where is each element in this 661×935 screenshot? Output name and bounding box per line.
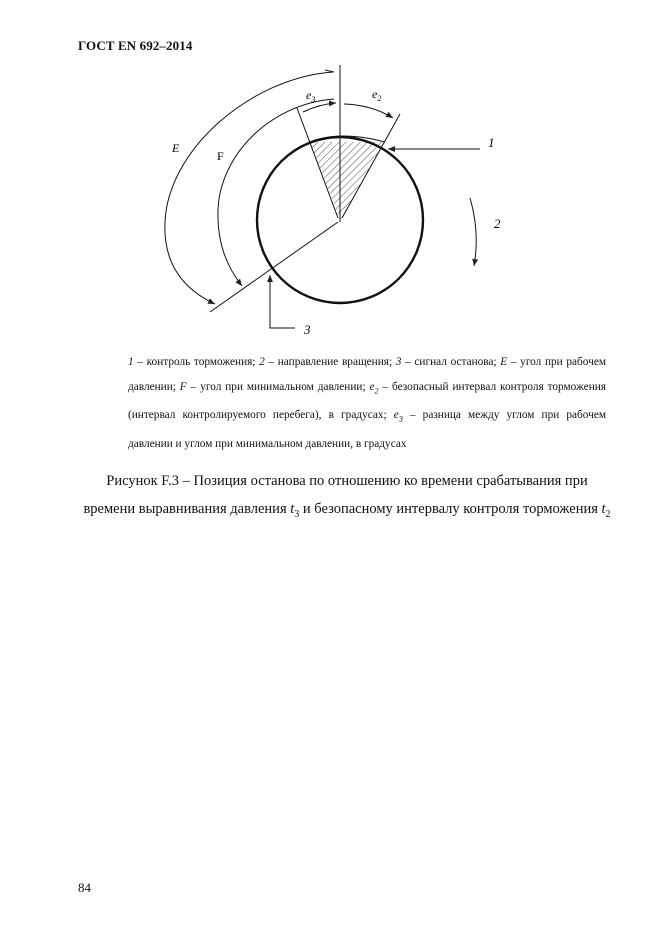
E-angle-arc bbox=[165, 72, 333, 304]
e3-angle-arc bbox=[303, 103, 336, 112]
stop-signal-line bbox=[210, 222, 338, 312]
label-callout-2: 2 bbox=[494, 216, 501, 231]
label-E: E bbox=[172, 141, 180, 155]
figure-caption: Рисунок F.3 – Позиция останова по отношению ко времени срабатывания при времени выравнивания давления $t_3$ и безопасному интервалу контроля торможения $t_2$ bbox=[83, 473, 611, 520]
document-header: ГОСТ EN 692–2014 bbox=[78, 38, 193, 53]
label-callout-3: 3 bbox=[304, 322, 311, 337]
label-F: F bbox=[217, 149, 224, 163]
label-callout-1: 1 bbox=[488, 135, 495, 150]
e2-angle-arc bbox=[344, 104, 393, 118]
rotation-direction-arrow bbox=[470, 198, 476, 266]
label-e2: $e_2$ bbox=[372, 87, 382, 103]
callout-3-leader bbox=[270, 275, 295, 328]
figure-legend bbox=[84, 350, 606, 457]
label-e3: $e_3$ bbox=[306, 88, 316, 104]
F-angle-arc bbox=[218, 99, 334, 286]
legend-text: 1 – контроль торможения; 2 – направление вращения; 3 – сигнал останова; E – угол при рабочем давлении; F – угол при минимальном давлении; $e_2$ – безопасный интервал контроля торможения (интервал контролируемого перебега), в градусах; $e_3$ – разница между углом при рабочем давлении и углом при минимальном давлении, в градусах bbox=[128, 356, 607, 450]
page-number: 84 bbox=[78, 880, 91, 895]
E-arc-arrowhead-top bbox=[325, 70, 334, 72]
stop-position-diagram bbox=[0, 0, 661, 345]
